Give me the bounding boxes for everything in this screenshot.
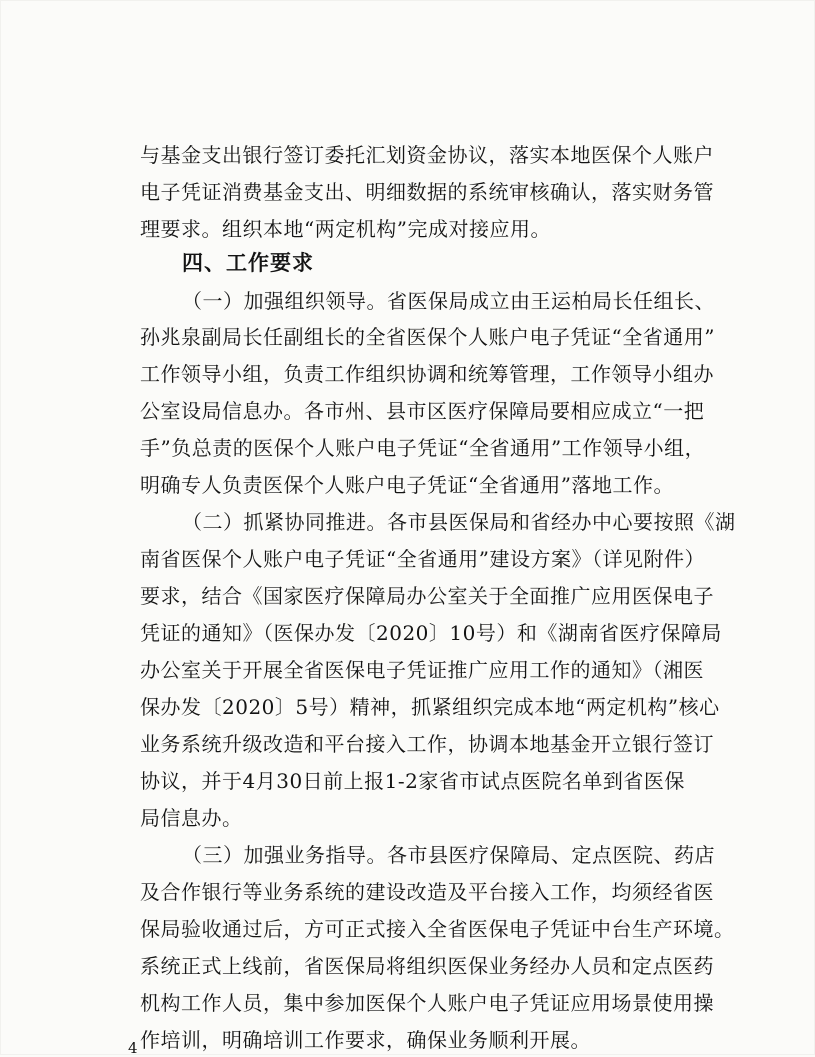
paragraph-line: 协议，并于4月30日前上报1-2家省市试点医院名单到省医保: [140, 769, 685, 793]
paragraph-line: 理要求。组织本地“两定机构”完成对接应用。: [140, 217, 551, 241]
paragraph-line: 机构工作人员，集中参加医保个人账户电子凭证应用场景使用操: [140, 991, 714, 1015]
paragraph-line: 电子凭证消费基金支出、明细数据的系统审核确认，落实财务管: [140, 180, 714, 204]
page-number: 4: [128, 1039, 138, 1057]
paragraph-line: 要求，结合《国家医疗保障局办公室关于全面推广应用医保电子: [140, 584, 714, 608]
paragraph-line: 明确专人负责医保个人账户电子凭证“全省通用”落地工作。: [140, 473, 674, 497]
paragraph-line: 及合作银行等业务系统的建设改造及平台接入工作，均须经省医: [140, 880, 714, 904]
paragraph-line: 办公室关于开展全省医保电子凭证推广应用工作的通知》（湘医: [140, 658, 704, 682]
paragraph-line: 业务系统升级改造和平台接入工作，协调本地基金开立银行签订: [140, 732, 714, 756]
paragraph-line: （三）加强业务指导。各市县医疗保障局、定点医院、药店: [182, 843, 715, 867]
paragraph-line: 保局验收通过后，方可正式接入全省医保电子凭证中台生产环境。: [140, 917, 735, 941]
paragraph-line: 作培训，明确培训工作要求，确保业务顺利开展。: [140, 1028, 591, 1052]
paragraph-line: 与基金支出银行签订委托汇划资金协议，落实本地医保个人账户: [140, 143, 714, 167]
paragraph-line: 手”负总责的医保个人账户电子凭证“全省通用”工作领导小组，: [140, 436, 706, 460]
paragraph-line: 工作领导小组，负责工作组织协调和统筹管理，工作领导小组办: [140, 362, 714, 386]
paragraph-line: 局信息办。: [140, 806, 243, 830]
paragraph-line: 南省医保个人账户电子凭证“全省通用”建设方案》（详见附件）: [140, 547, 705, 571]
paragraph-line: 孙兆泉副局长任副组长的全省医保个人账户电子凭证“全省通用”: [140, 325, 715, 349]
paragraph-line: 系统正式上线前，省医保局将组织医保业务经办人员和定点医药: [140, 954, 714, 978]
paragraph-line: 公室设局信息办。各市州、县市区医疗保障局要相应成立“一把: [140, 399, 705, 423]
paragraph-line: 凭证的通知》（医保办发〔2020〕10号）和《湖南省医疗保障局: [140, 621, 722, 645]
paragraph-line: 保办发〔2020〕5号）精神，抓紧组织完成本地“两定机构”核心: [140, 695, 720, 719]
section-heading: 四、工作要求: [182, 250, 314, 275]
paragraph-line: （二）抓紧协同推进。各市县医保局和省经办中心要按照《湖: [182, 510, 736, 534]
paragraph-line: （一）加强组织领导。省医保局成立由王运柏局长任组长、: [182, 289, 715, 313]
